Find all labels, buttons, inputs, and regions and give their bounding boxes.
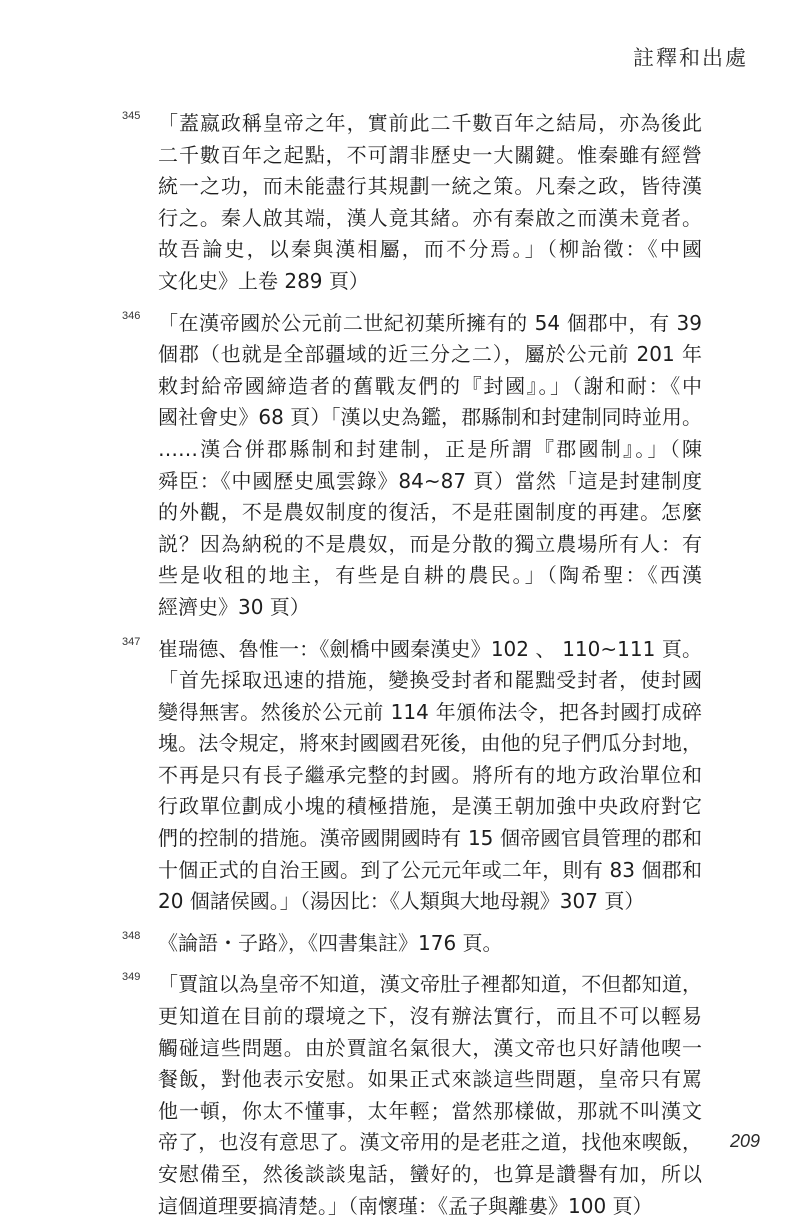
endnote-345	[122, 108, 702, 298]
endnote-line: 十個正式的自治王國。到了公元元年或二年，則有 83 個郡和	[158, 857, 702, 882]
endnote-line: 行之。秦人啟其端，漢人竟其緒。亦有秦啟之而漢未竟者。	[158, 205, 702, 230]
endnote-line: 敕封給帝國締造者的舊戰友們的『封國』。」（謝和耐：《中	[158, 373, 702, 398]
endnote-line: 「首先採取迅速的措施，變換受封者和罷黜受封者，使封國	[158, 668, 702, 693]
endnote-line: 他一頓，你太不懂事，太年輕；當然那樣做，那就不叫漢文	[158, 1098, 702, 1123]
endnote-line: 説？因為納税的不是農奴，而是分散的獨立農場所有人：有	[158, 531, 702, 556]
running-header: 註釋和出處	[633, 46, 748, 70]
endnote-line: 塊。法令規定，將來封國國君死後，由他的兒子們瓜分封地，	[158, 731, 702, 756]
endnote-number: 345	[122, 110, 141, 122]
endnote-line: 故吾論史，以秦與漢相屬，而不分焉。」（柳詒徵：《中國	[158, 237, 702, 262]
page-number: 209	[729, 1131, 760, 1151]
endnote-number: 349	[122, 971, 141, 984]
endnote-line: 餐飯，對他表示安慰。如果正式來談這些問題，皇帝只有罵	[158, 1067, 702, 1092]
endnote-line: 崔瑞德、魯惟一：《劍橋中國秦漢史》102 、 110~111 頁。	[158, 636, 702, 661]
endnote-line: 二千數百年之起點，不可謂非歷史一大關鍵。惟秦雖有經營	[158, 142, 702, 167]
endnote-line: 經濟史》30 頁）	[158, 594, 310, 619]
endnote-line: 安慰備至，然後談談鬼話，蠻好的，也算是讚譽有加，所以	[158, 1162, 702, 1186]
endnote-349	[122, 969, 702, 1222]
endnote-line: 的外觀，不是農奴制度的復活，不是莊園制度的再建。怎麼	[158, 500, 702, 525]
endnote-number: 347	[122, 635, 141, 648]
endnote-line: 《論語・子路》，《四書集註》176 頁。	[158, 930, 503, 955]
endnote-line: 「在漢帝國於公元前二世紀初葉所擁有的 54 個郡中，有 39	[158, 310, 702, 335]
endnote-line: 20 個諸侯國。」（湯因比：《人類與大地母親》307 頁）	[158, 889, 645, 914]
endnote-348	[122, 928, 702, 960]
endnote-line: 們的控制的措施。漢帝國開國時有 15 個帝國官員管理的郡和	[158, 826, 702, 851]
endnote-line: 文化史》上卷 289 頁）	[158, 268, 369, 293]
endnote-347	[122, 634, 702, 918]
endnote-line: 國社會史》68 頁）「漢以史為鑑，郡縣制和封建制同時並用。	[158, 405, 702, 430]
endnote-line: 「蓋嬴政稱皇帝之年，實前此二千數百年之結局，亦為後此	[158, 111, 702, 135]
endnote-line: ……漢合併郡縣制和封建制，正是所謂『郡國制』。」（陳	[158, 436, 702, 461]
endnote-line: 統一之功，而未能盡行其規劃一統之策。凡秦之政，皆待漢	[158, 174, 702, 199]
endnotes-list	[122, 108, 702, 1232]
endnote-346	[122, 308, 702, 624]
endnote-line: 帝了，也沒有意思了。漢文帝用的是老莊之道，找他來喫飯，	[158, 1130, 702, 1155]
endnote-number: 348	[122, 929, 141, 942]
endnote-line: 觸碰這些問題。由於賈誼名氣很大，漢文帝也只好請他喫一	[158, 1035, 702, 1060]
endnote-line: 不再是只有長子繼承完整的封國。將所有的地方政治單位和	[158, 762, 702, 787]
endnote-line: 舜臣：《中國歷史風雲錄》84~87 頁）當然「這是封建制度	[158, 468, 702, 493]
endnote-line: 個郡（也就是全部疆域的近三分之二），屬於公元前 201 年	[158, 342, 702, 367]
endnote-line: 更知道在目前的環境之下，沒有辦法實行，而且不可以輕易	[158, 1004, 702, 1029]
endnote-line: 行政單位劃成小塊的積極措施，是漢王朝加強中央政府對它	[158, 794, 702, 819]
endnote-line: 變得無害。然後於公元前 114 年頒佈法令，把各封國打成碎	[158, 699, 702, 724]
endnote-line: 些是收租的地主，有些是自耕的農民。」（陶希聖：《西漢	[158, 563, 702, 588]
endnote-number: 346	[122, 309, 141, 322]
endnote-line: 這個道理要搞清楚。」（南懷瑾：《孟子與離婁》100 頁）	[158, 1193, 653, 1218]
endnote-line: 「賈誼以為皇帝不知道，漢文帝肚子裡都知道，不但都知道，	[158, 972, 702, 997]
